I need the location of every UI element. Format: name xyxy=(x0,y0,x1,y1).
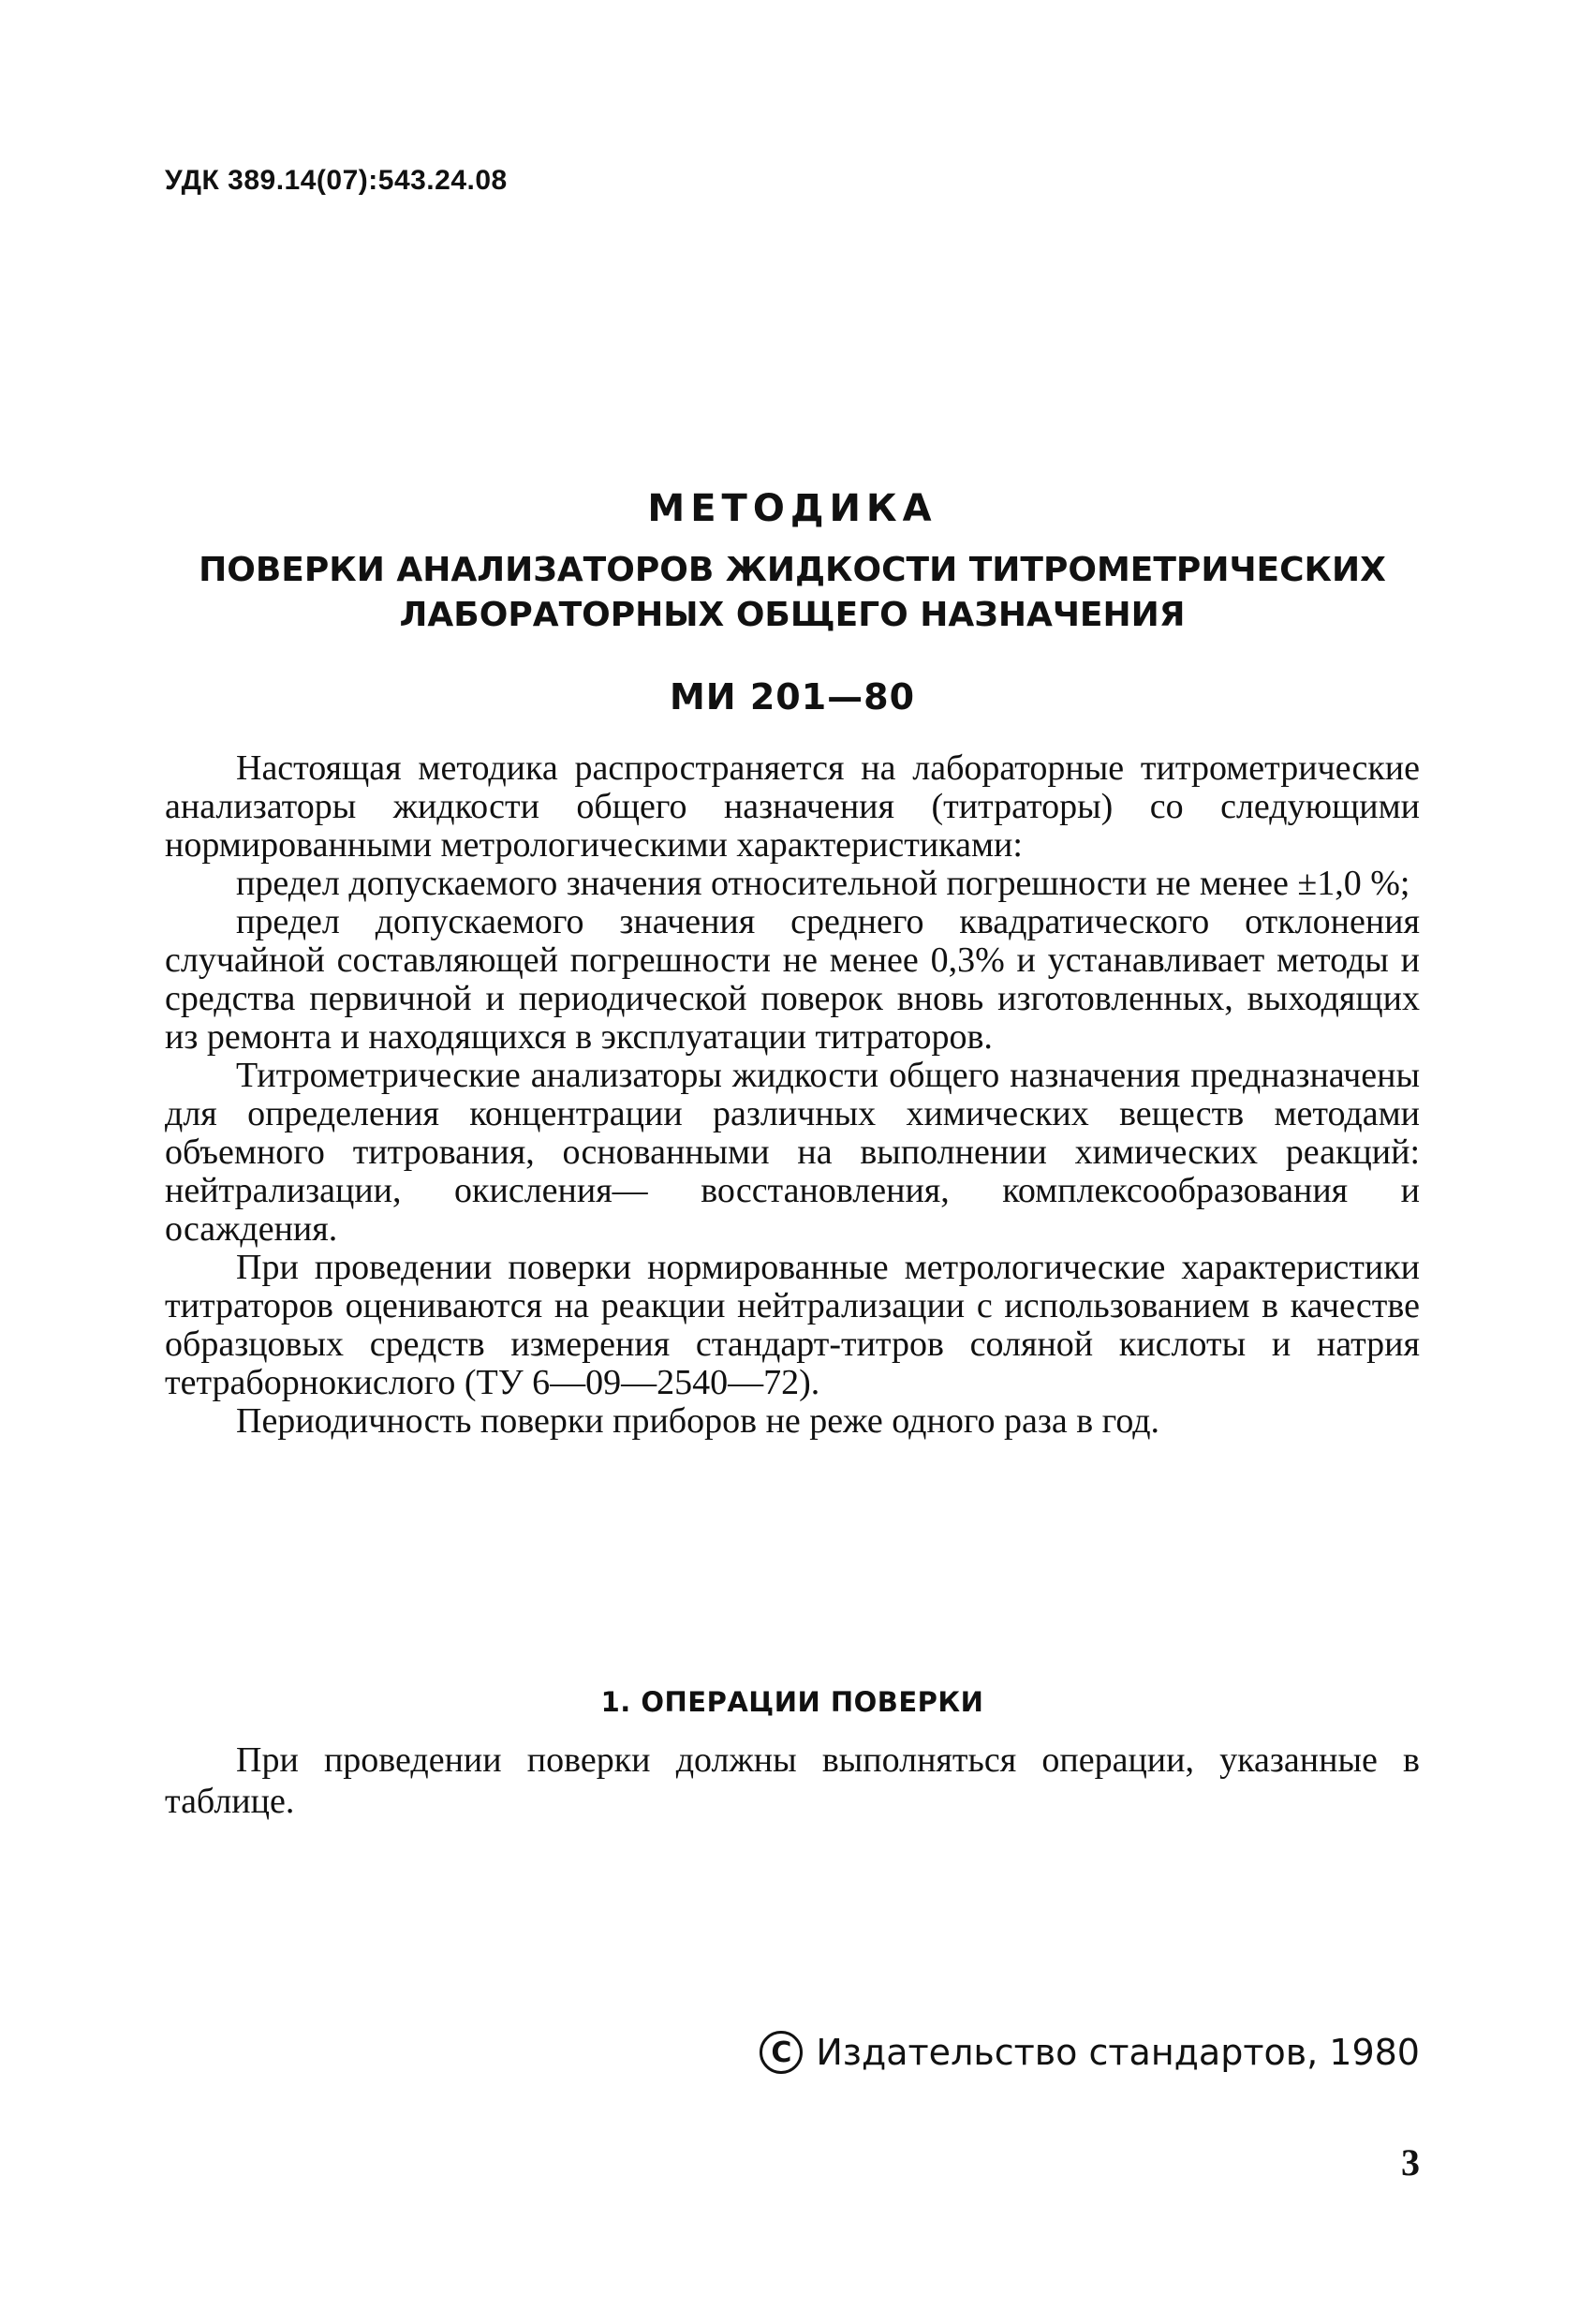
document-subtitle xyxy=(165,548,1420,638)
paragraph: При проведении поверки нормированные метрологические характеристики титраторов оцениваются на реакции нейтрализации с использованием в качестве образцовых средств измерения стандарт-титров соляной кислоты и натрия тетраборнокислого (ТУ 6—09—2540—72). xyxy=(165,1248,1420,1402)
copyright-line xyxy=(760,2031,1420,2074)
page-number: 3 xyxy=(1401,2141,1420,2183)
subtitle-line-1: ПОВЕРКИ АНАЛИЗАТОРОВ ЖИДКОСТИ ТИТРОМЕТРИЧЕСКИХ xyxy=(199,551,1386,589)
paragraph: Периодичность поверки приборов не реже одного раза в год. xyxy=(236,1401,1160,1441)
paragraph: Титрометрические анализаторы жидкости общего назначения предназначены для определения концентрации различных химических веществ методами объемного титрования, основанными на выполнении химических реакций: нейтрализации, окисления— восстановления, комплексообразования и осаждения. xyxy=(165,1056,1420,1249)
section-heading: 1. ОПЕРАЦИИ ПОВЕРКИ xyxy=(600,1686,984,1718)
document-code: МИ 201—80 xyxy=(669,676,916,718)
copyright-icon: С xyxy=(760,2031,803,2074)
section-paragraph: При проведении поверки должны выполняться операции, указанные в таблице. xyxy=(165,1740,1420,1821)
paragraph: предел допускаемого значения относительной погрешности не менее ±1,0 %; xyxy=(236,864,1410,903)
udk-code: УДК 389.14(07):543.24.08 xyxy=(165,165,508,196)
subtitle-line-2: ЛАБОРАТОРНЫХ ОБЩЕГО НАЗНАЧЕНИЯ xyxy=(399,596,1186,634)
section-body xyxy=(165,1739,1420,1822)
copyright-text: Издательство стандартов, 1980 xyxy=(816,2032,1420,2073)
document-title: МЕТОДИКА xyxy=(647,487,937,530)
paragraph: предел допускаемого значения среднего квадратического отклонения случайной составляющей погрешности не менее 0,3% и устанавливает методы и средства первичной и периодической поверок вновь изготовленных, выходящих из ремонта и находящихся в эксплуатации титраторов. xyxy=(165,902,1420,1057)
paragraph: Настоящая методика распространяется на лабораторные титрометрические анализаторы жидкости общего назначения (титраторы) со следующими нормированными метрологическими характеристиками: xyxy=(165,748,1420,865)
body-text xyxy=(165,749,1420,1441)
